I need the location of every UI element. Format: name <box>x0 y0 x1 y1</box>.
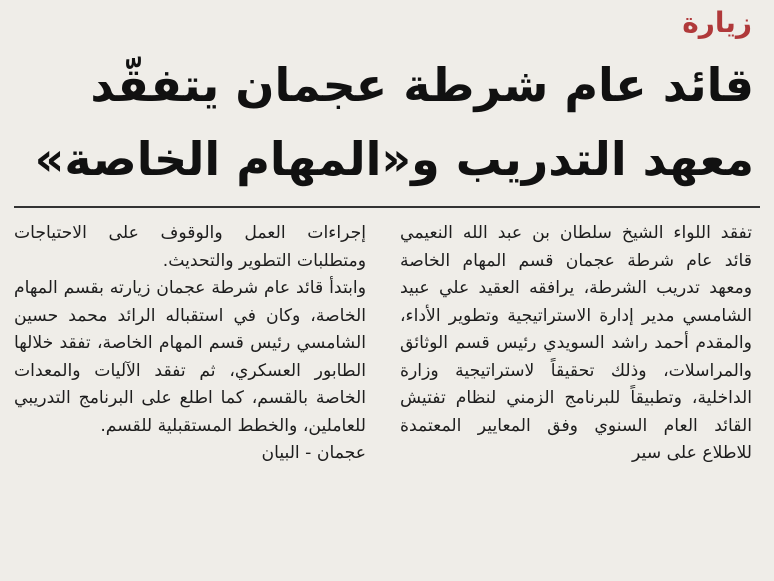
article-paragraph: إجراءات العمل والوقوف على الاحتياجات ومتطلبات التطوير والتحديث. <box>14 223 366 271</box>
article-paragraph: تفقد اللواء الشيخ سلطان بن عبد الله النعيمي قائد عام شرطة عجمان قسم المهام الخاصة ومعهد تدريب الشرطة، يرافقه العقيد علي عبيد الشامسي مدير إدارة الاستراتيجية وتطوير الأداء، والمقدم أحمد راشد السويدي رئيس قسم الوثائق والمراسلات، وذلك تحقيقاً لاستراتيجية وزارة الداخلية، وتطبيقاً للبرنامج الزمني لنظام تفتيش القائد العام السنوي وفق المعايير المعتمدة للاطلاع على سير <box>400 223 752 463</box>
article-paragraph: وابتدأ قائد عام شرطة عجمان زيارته بقسم المهام الخاصة، وكان في استقباله الرائد محمد حسين الشامسي رئيس قسم المهام الخاصة، تفقد خلالها الطابور العسكري، ثم تفقد الآليات والمعدات الخاصة بالقسم، كما اطلع على البرنامج التدريبي للعاملين، والخطط المستقبلية للقسم. <box>14 278 366 436</box>
article-column-right <box>400 220 752 468</box>
byline-credit: عجمان - البيان <box>261 443 366 463</box>
section-tag: زيارة <box>682 6 752 39</box>
article-column-left <box>14 220 366 468</box>
headline-divider <box>14 206 760 208</box>
headline: قائد عام شرطة عجمان يتفقّد معهد التدريب و«المهام الخاصة» <box>34 58 754 186</box>
